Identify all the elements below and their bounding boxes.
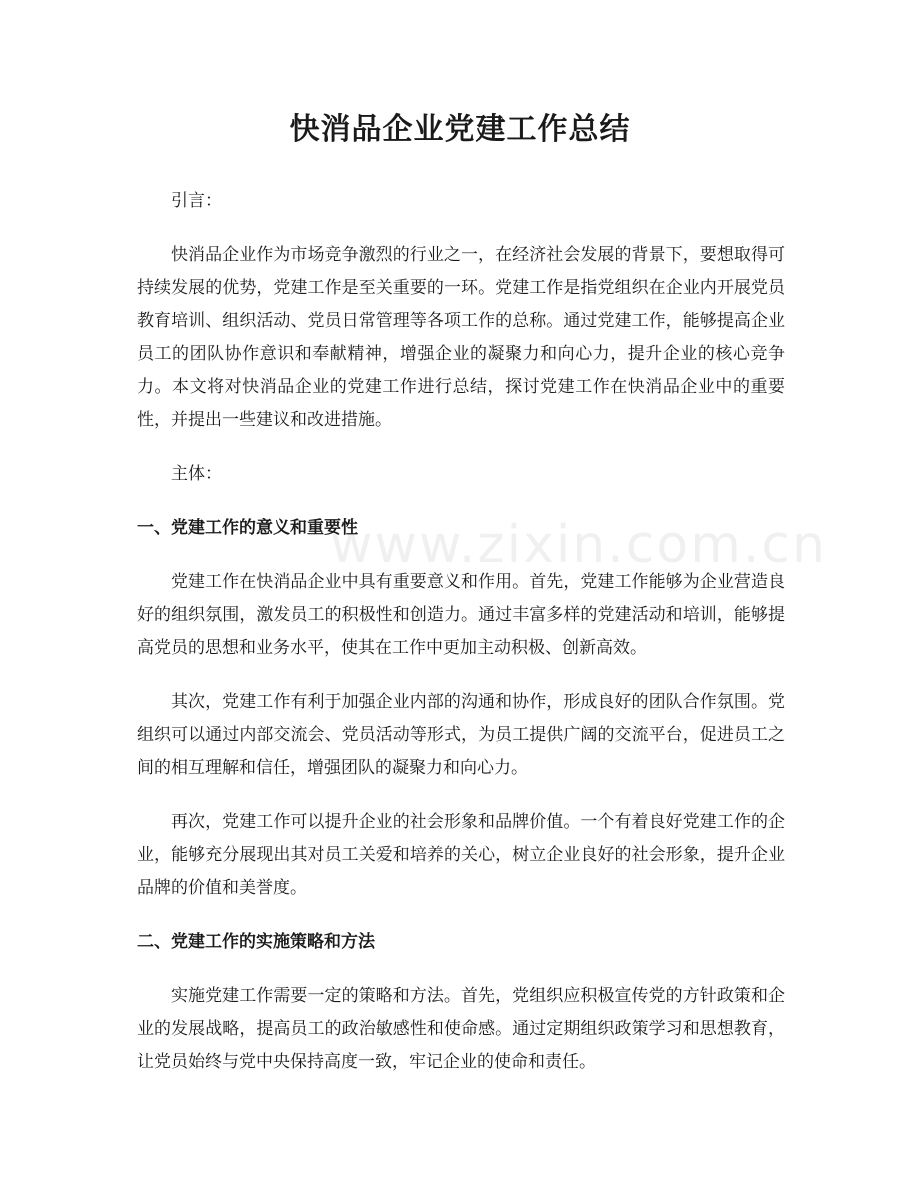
section-1-paragraph-2: 其次，党建工作有利于加强企业内部的沟通和协作，形成良好的团队合作氛围。党组织可以通过内部交流会、党员活动等形式，为员工提供广阔的交流平台，促进员工之间的相互理解和信任，增强团队的凝聚力和向心力。 <box>137 692 785 778</box>
section-1-paragraph-3: 再次，党建工作可以提升企业的社会形象和品牌价值。一个有着良好党建工作的企业，能够充分展现出其对员工关爱和培养的关心，树立企业良好的社会形象，提升企业品牌的价值和美誉度。 <box>137 812 785 898</box>
section-1-heading: 一、党建工作的意义和重要性 <box>137 518 358 538</box>
section-2-heading: 二、党建工作的实施策略和方法 <box>137 932 375 952</box>
section-1-paragraph-1: 党建工作在快消品企业中具有重要意义和作用。首先，党建工作能够为企业营造良好的组织氛围，激发员工的积极性和创造力。通过丰富多样的党建活动和培训，能够提高党员的思想和业务水平，使其在工作中更加主动积极、创新高效。 <box>137 572 785 658</box>
document-title: 快消品企业党建工作总结 <box>289 112 631 147</box>
intro-label: 引言： <box>171 191 222 211</box>
document-body <box>137 185 785 1100</box>
intro-paragraph: 快消品企业作为市场竞争激烈的行业之一，在经济社会发展的背景下，要想取得可持续发展的优势，党建工作是至关重要的一环。党建工作是指党组织在企业内开展党员教育培训、组织活动、党员日常管理等各项工作的总称。通过党建工作，能够提高企业员工的团队协作意识和奉献精神，增强企业的凝聚力和向心力，提升企业的核心竞争力。本文将对快消品企业的党建工作进行总结，探讨党建工作在快消品企业中的重要性，并提出一些建议和改进措施。 <box>137 245 785 430</box>
watermark-text: www.zixin.com.cn <box>330 515 827 575</box>
section-2-paragraph-1: 实施党建工作需要一定的策略和方法。首先，党组织应积极宣传党的方针政策和企业的发展战略，提高员工的政治敏感性和使命感。通过定期组织政策学习和思想教育，让党员始终与党中央保持高度一致，牢记企业的使命和责任。 <box>137 986 785 1072</box>
body-label: 主体： <box>171 464 222 484</box>
